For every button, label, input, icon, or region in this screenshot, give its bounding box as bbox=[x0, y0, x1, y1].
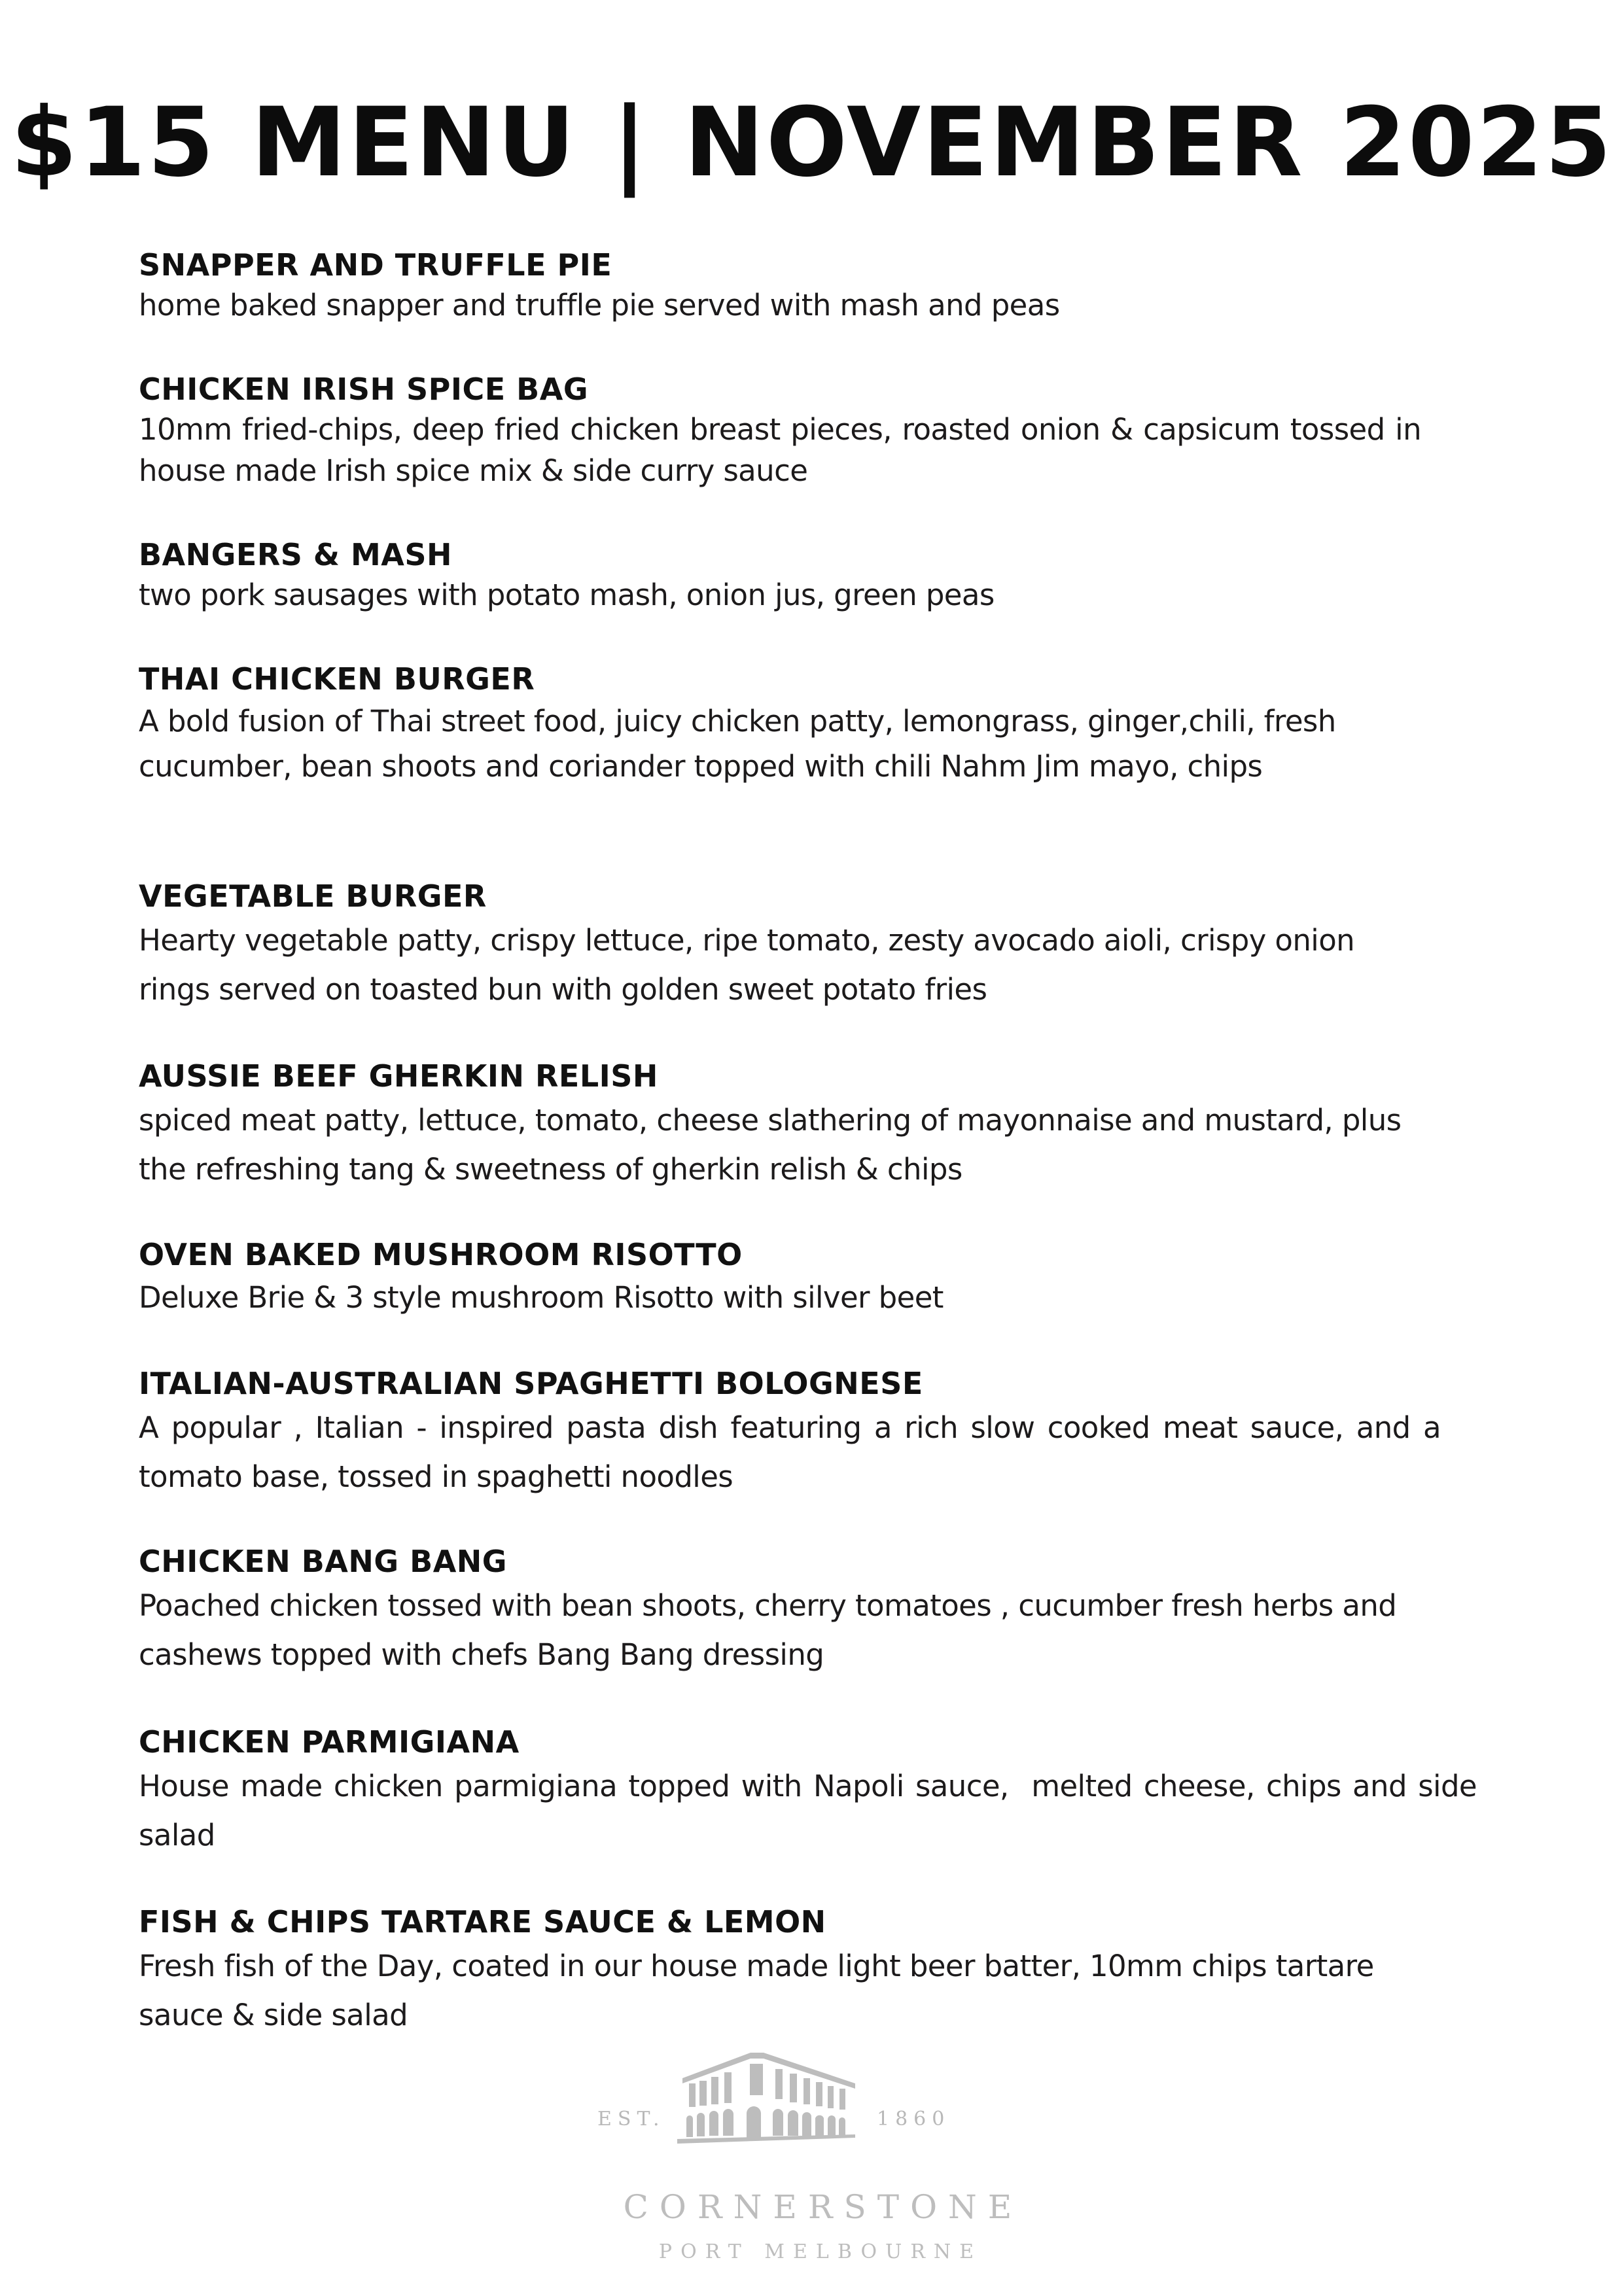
menu-item bbox=[139, 370, 1474, 491]
menu-item-description: Poached chicken tossed with bean shoots, cherry tomatoes , cucumber fresh herbs and cashews topped with chefs Bang Bang dressing bbox=[139, 1588, 1397, 1672]
menu-item-description: home baked snapper and truffle pie served with mash and peas bbox=[139, 288, 1060, 322]
menu-item-description: Fresh fish of the Day, coated in our house made light beer batter, 10mm chips tartare sauce & side salad bbox=[139, 1949, 1374, 2032]
menu-item-name: CHICKEN IRISH SPICE BAG bbox=[139, 372, 589, 407]
menu-item-description: spiced meat patty, lettuce, tomato, cheese slathering of mayonnaise and mustard, plus the refreshing tang & sweetness of gherkin relish & chips bbox=[139, 1103, 1402, 1187]
menu-item-name: VEGETABLE BURGER bbox=[139, 878, 487, 914]
building-icon bbox=[677, 2051, 860, 2146]
logo-year: 1860 bbox=[877, 2108, 951, 2131]
menu-item-description: two pork sausages with potato mash, onion jus, green peas bbox=[139, 578, 995, 612]
logo-location: PORT MELBOURNE bbox=[658, 2240, 983, 2263]
page-title: $15 MENU | NOVEMBER 2025 bbox=[10, 87, 1614, 198]
menu-item bbox=[139, 1364, 1474, 1501]
menu-item bbox=[139, 1235, 1474, 1321]
logo-brand-name: CORNERSTONE bbox=[623, 2188, 1023, 2226]
menu-item-description: A bold fusion of Thai street food, juicy chicken patty, lemongrass, ginger,chili, fresh cucumber, bean shoots and coriander topped with chili Nahm Jim mayo, chips bbox=[139, 704, 1336, 784]
menu-item bbox=[139, 1056, 1474, 1194]
menu-item-name: FISH & CHIPS TARTARE SAUCE & LEMON bbox=[139, 1904, 826, 1939]
menu-item bbox=[139, 1722, 1486, 1860]
menu-item-description: A popular , Italian - inspired pasta dish featuring a rich slow cooked meat sauce, and a tomato base, tossed in spaghetti noodles bbox=[139, 1410, 1441, 1494]
menu-item-name: CHICKEN PARMIGIANA bbox=[139, 1724, 520, 1760]
menu-item bbox=[139, 1542, 1474, 1679]
menu-item bbox=[139, 245, 1474, 326]
menu-item-name: OVEN BAKED MUSHROOM RISOTTO bbox=[139, 1237, 743, 1272]
menu-item-name: THAI CHICKEN BURGER bbox=[139, 661, 535, 697]
menu-item bbox=[139, 1902, 1474, 2040]
menu-item-description: House made chicken parmigiana topped with Napoli sauce, melted cheese, chips and side salad bbox=[139, 1769, 1486, 1852]
menu-item-name: AUSSIE BEEF GHERKIN RELISH bbox=[139, 1058, 658, 1094]
menu-item-name: BANGERS & MASH bbox=[139, 537, 453, 572]
logo-est-label: EST. bbox=[597, 2108, 665, 2131]
menu-item-name: CHICKEN BANG BANG bbox=[139, 1544, 508, 1579]
menu-item-description: Hearty vegetable patty, crispy lettuce, ripe tomato, zesty avocado aioli, crispy onion rings served on toasted bun with golden sweet potato fries bbox=[139, 923, 1355, 1007]
menu-item-description: 10mm fried-chips, deep fried chicken breast pieces, roasted onion & capsicum tossed in house made Irish spice mix & side curry sauce bbox=[139, 412, 1421, 488]
menu-item-name: SNAPPER AND TRUFFLE PIE bbox=[139, 247, 612, 283]
menu-item bbox=[139, 535, 1474, 616]
menu-item-description: Deluxe Brie & 3 style mushroom Risotto with silver beet bbox=[139, 1280, 944, 1315]
menu-item bbox=[139, 877, 1474, 1014]
menu-item bbox=[139, 659, 1474, 789]
menu-item-name: ITALIAN-AUSTRALIAN SPAGHETTI BOLOGNESE bbox=[139, 1366, 923, 1401]
